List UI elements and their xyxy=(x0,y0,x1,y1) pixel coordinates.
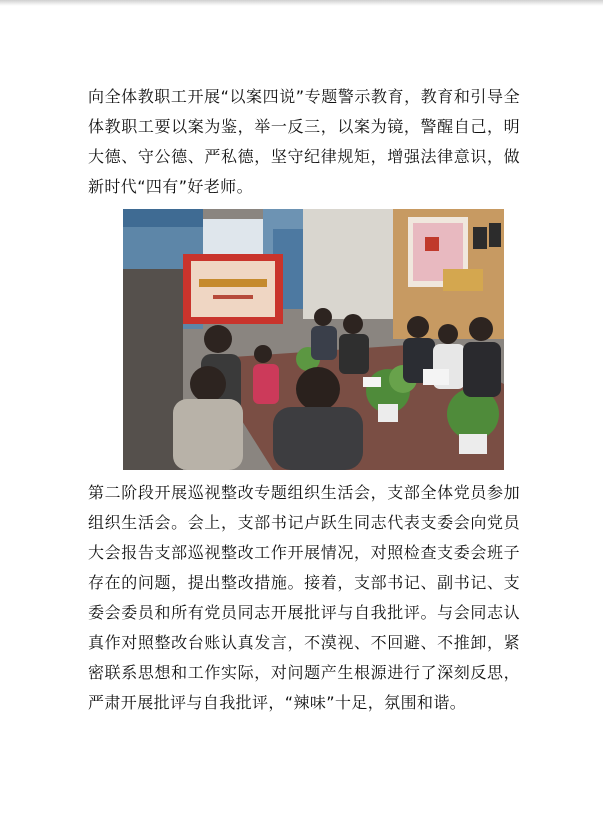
meeting-photo xyxy=(123,209,504,470)
paragraph-organization-meeting: 第二阶段开展巡视整改专题组织生活会，支部全体党员参加组织生活会。会上，支部书记卢跃生同志代表支委会向党员大会报告支部巡视整改工作开展情况，对照检查支委会班子存在的问题，提出整改措施。接着，支部书记、副书记、支委会委员和所有党员同志开展批评与自我批评。与会同志认真作对照整改台账认真发言，不漠视、不回避、不推卸，紧密联系思想和工作实际，对问题产生根源进行了深刻反思，严肃开展批评与自我批评，“辣味”十足，氛围和谐。 xyxy=(88,483,520,712)
paragraph-warning-education: 向全体教职工开展“以案四说”专题警示教育，教育和引导全体教职工要以案为鉴，举一反三，以案为镜，警醒自己，明大德、守公德、严私德，坚守纪律规矩，增强法律意识，做新时代“四有”好老师。 xyxy=(88,87,520,196)
